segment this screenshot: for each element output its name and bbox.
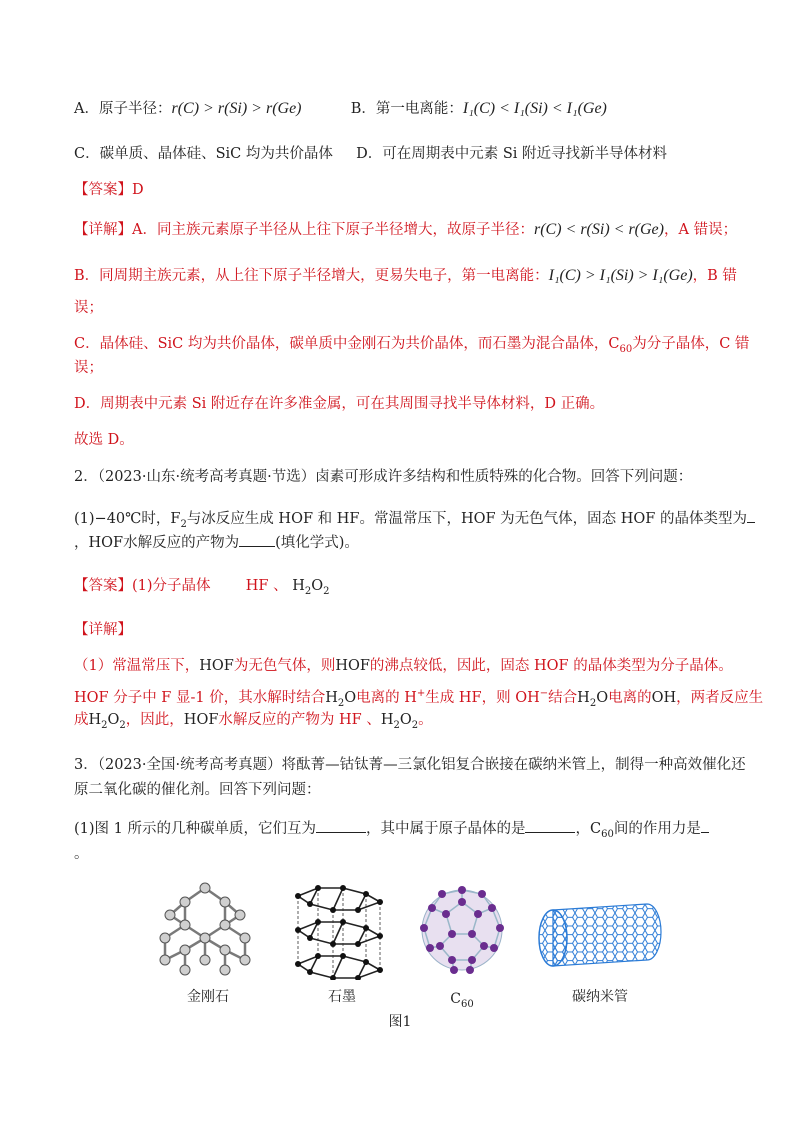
detail-a-text: 【详解】A．同主族元素原子半径从上往下原子半径增大，故原子半径： [74,222,534,238]
option-a-label: A．原子半径： [74,101,172,117]
q2-part1-text3: (填化学式)。 [275,535,359,551]
c60-label-sub: 60 [460,998,474,1010]
option-b-label: B．第一电离能： [350,101,463,117]
q2-part1-temp: (1)−40℃时， [74,511,171,527]
q1-detail-c-cont: 误； [74,360,103,376]
option-c: C．碳单质、晶体硅、SiC 均为共价晶体 [74,146,333,162]
q2-detail-h2o2-b [380,712,419,731]
q2-detail-line1 [74,655,733,677]
figure-label-diamond: 金刚石 [187,989,229,1005]
q3-part1 [74,818,709,846]
q2-part1-text: 与冰反应生成 HOF 和 HF。常温常压下，HOF 为无色气体，固态 HOF 的晶体类型为 [186,511,747,527]
q2-comma: ， [74,535,89,551]
graphite-structure-image [288,882,388,980]
q2-detail-h2o [325,689,357,709]
q1-detail-a [74,219,737,241]
q2-detail-l3d: 。 [418,712,433,728]
q2-detail-label: 【详解】 [74,622,132,638]
option-a-row [74,98,607,120]
detail-c-text: C．晶体硅、SiC 均为共价晶体，碳单质中金刚石为共价晶体，而石墨为混合晶体，C [74,336,620,352]
q2-detail-l1b: 为无色气体，则 [233,658,336,674]
q1-detail-b-cont: 误； [74,300,103,316]
q1-detail-d: D．周期表中元素 Si 附近存在许多准金属，可在其周围寻找半导体材料，D 正确。 [74,396,605,412]
h2o2-h: H [292,578,305,594]
q2-detail-l2b: 电离的 H [356,689,417,706]
q3-part1-end: 。 [74,846,89,862]
h2o-h-2: H [577,689,590,706]
c60-label-c: C [450,991,461,1007]
q2-detail-l2d: 结合 [548,689,578,706]
h-plus-sup: + [416,688,426,699]
q2-detail-l3a: 成 [74,712,89,728]
f2-sub: 2 [180,518,187,530]
h2o2-o-3: O [399,712,412,728]
answer-blank-3[interactable] [316,818,366,833]
detail-b-text: B．同周期主族元素，从上往下原子半径增大，更易失电子，第一电离能： [74,268,549,284]
c60-structure-image [412,880,512,980]
option-d: D．可在周期表中元素 Si 附近寻找新半导体材料 [356,146,668,162]
q3-stem-line1: 3．（2023·全国·统考高考真题）将酞菁—钴钛菁—三氯化铝复合嵌接在碳纳米管上，制得一种高效催化还 [74,757,746,773]
q1-answer: 【答案】D [74,182,144,198]
q2-detail-oh: OH [651,689,677,706]
detail-c-sub: 60 [619,343,633,355]
h2o2-sub2-2: 2 [119,719,126,731]
q2-detail-hof2: HOF [335,658,370,674]
h2o2-o: O [311,578,324,594]
q1-detail-b [74,265,737,287]
answer-blank-2[interactable] [239,532,275,547]
q3-part1-c: ， [575,821,590,837]
h2o-sub-2: 2 [589,697,597,709]
nanotube-structure-image [535,900,665,970]
q1-conclusion: 故选 D。 [74,432,134,448]
q2-answer-hf: HF [245,578,269,594]
detail-b-expression: I₁(C) > I₁(Si) > I₁(Ge) [548,267,693,284]
figure-caption: 图1 [388,1014,412,1030]
option-b-expression: I₁(C) < I₁(Si) < I₁(Ge) [462,100,607,117]
h2o2-sub1-2: 2 [101,719,108,731]
h2o2-sub2-3: 2 [411,719,419,731]
figure-label-nanotube: 碳纳米管 [572,989,628,1005]
h2o-o-2: O [596,689,609,706]
q2-part1-line2 [74,532,359,554]
q2-detail-h2o2 [88,712,126,731]
detail-c-post: 为分子晶体，C 错 [632,336,750,352]
q2-detail-l2e: 电离的 [608,689,652,706]
q2-answer-h2o2 [292,578,330,597]
q2-detail-l2f: ，两者反应生 [676,689,764,706]
q2-detail-line3 [74,709,433,737]
q2-detail-l1a: （1）常温常压下， [74,658,200,674]
h2o-o: O [344,689,357,706]
answer-blank-4[interactable] [525,818,575,833]
q2-answer-text: 【答案】(1)分子晶体 [74,578,211,594]
h2o2-o-2: O [107,712,120,728]
h2o2-sub1-3: 2 [393,719,400,731]
q1-detail-c [74,333,749,361]
option-a-expression: r(C) > r(Si) > r(Ge) [171,100,302,117]
q2-answer [74,575,330,603]
q2-stem: 2．（2023·山东·统考高考真题·节选）卤素可形成许多结构和性质特殊的化合物。回答下列问题： [74,469,693,485]
h2o2-h-2: H [88,712,102,728]
c60-sub: 60 [601,828,614,840]
q2-detail-l2a: HOF 分子中 F 显-1 价，其水解时结合 [74,689,326,706]
h2o-sub: 2 [337,697,345,709]
h2o2-sub2: 2 [323,585,330,597]
oh-minus-sup: − [539,688,549,699]
q3-stem-line2: 原二氧化碳的催化剂。回答下列问题： [74,782,321,798]
q3-part1-d: 间的作用力是 [613,821,701,837]
detail-a-post: ，A 错误； [663,222,738,238]
q3-part1-b: ，其中属于原子晶体的是 [365,821,526,837]
q2-detail-hof: HOF [199,658,234,674]
q3-part1-a: (1)图 1 所示的几种碳单质，它们互为 [74,821,316,837]
c60-formula: C [589,821,602,837]
h2o2-h-3: H [380,712,394,728]
q2-detail-l2c: 生成 HF，则 OH [425,689,540,706]
figure-label-graphite: 石墨 [328,989,356,1005]
detail-b-post: ，B 错 [692,268,737,284]
answer-blank-1[interactable] [747,508,755,523]
option-cd-row [74,143,667,165]
q2-answer-sep: 、 [273,578,288,594]
answer-blank-5[interactable] [701,818,709,833]
q2-detail-l3b: ，因此， [125,712,184,728]
diamond-structure-image [150,880,260,980]
q2-detail-l3c: 水解反应的产物为 HF 、 [218,712,381,728]
detail-a-expression: r(C) < r(Si) < r(Ge) [533,221,664,238]
f2-formula: F [170,511,181,527]
q2-detail-hof3: HOF [183,712,219,728]
q2-detail-h2o-2 [577,689,609,709]
h2o2-sub1: 2 [304,585,312,597]
h2o-h: H [325,689,338,706]
hof-formula: HOF [88,535,124,551]
q2-detail-l1c: 的沸点较低，因此，固态 HOF 的晶体类型为分子晶体。 [369,658,733,674]
figure-label-c60 [422,990,502,1014]
q2-part1-text2: 水解反应的产物为 [123,535,240,551]
